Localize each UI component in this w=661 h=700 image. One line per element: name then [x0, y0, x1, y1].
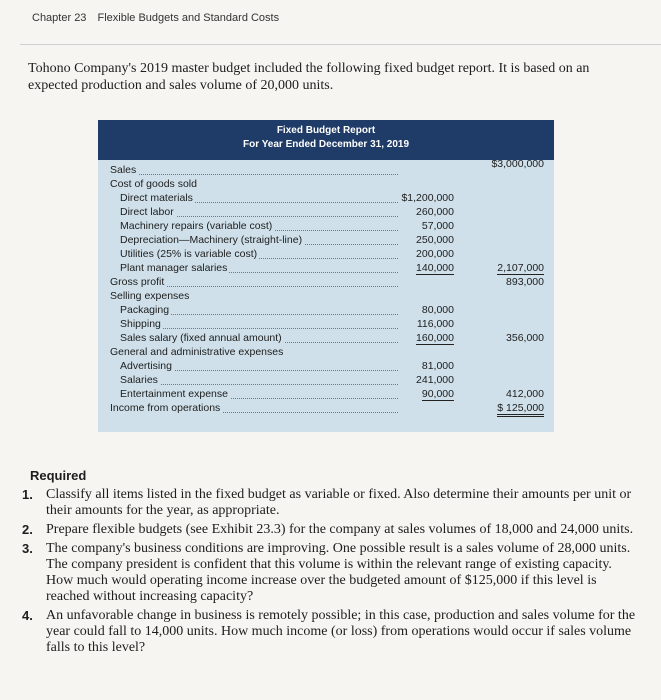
required-list: [22, 487, 642, 659]
item-text: Classify all items listed in the fixed budget as variable or fixed. Also determine their amounts per unit or their amounts for the year, as appropriate.: [46, 487, 632, 518]
row-amount-value: 140,000: [416, 262, 454, 274]
row-label-text: Depreciation—Machinery (straight-line): [120, 234, 303, 246]
row-amount-value: 160,000: [416, 332, 454, 344]
leader-dots: [120, 370, 398, 385]
required-item: [22, 522, 642, 538]
row-total-value: 412,000: [506, 388, 544, 400]
chapter-label: Chapter 23: [32, 12, 87, 24]
row-amount-value: 80,000: [421, 304, 454, 316]
row-label-text: Shipping: [120, 318, 161, 330]
row-label-text: Income from operations: [110, 402, 221, 414]
row-total: [474, 261, 544, 275]
row-label-text: Packaging: [120, 304, 170, 316]
row-amount-value: 241,000: [416, 374, 454, 386]
row-label-text: Gross profit: [110, 276, 165, 288]
leader-dots: [110, 160, 398, 175]
row-total-value: $3,000,000: [491, 158, 544, 170]
row-label-text: Cost of goods sold: [110, 178, 197, 190]
row-label-text: Salaries: [120, 374, 158, 386]
required-item: [22, 608, 642, 656]
item-text: Prepare flexible budgets (see Exhibit 23.3) for the company at sales volumes of 18,000 and 24,000 units.: [46, 522, 634, 537]
row-label-text: Plant manager salaries: [120, 262, 228, 274]
row-label-text: Selling expenses: [110, 290, 190, 302]
item-number: 3.: [22, 541, 33, 556]
required-item: [22, 487, 642, 519]
report-row: [98, 275, 554, 289]
row-label-text: General and administrative expenses: [110, 346, 284, 358]
intro-paragraph: Tohono Company's 2019 master budget included the following fixed budget report. It is based on an expected production and sales volume of 20,000 units.: [28, 61, 590, 93]
item-number: 2.: [22, 522, 33, 537]
report-row: [98, 401, 554, 415]
item-text: The company's business conditions are improving. One possible result is a sales volume of 28,000 units. The company president is confident that this volume is within the relevant range of existing capacity. How much would operating income increase over the budgeted amount of $125,000 if this level is reached without increasing capacity?: [46, 541, 631, 604]
row-total-value: $ 125,000: [497, 402, 544, 417]
required-item: [22, 541, 642, 605]
required-heading: Required: [30, 468, 87, 483]
row-total: [474, 157, 544, 171]
item-number: 1.: [22, 487, 33, 502]
row-total-value: 2,107,000: [497, 262, 544, 274]
row-label-text: Advertising: [120, 360, 172, 372]
report-title: Fixed Budget Report: [276, 125, 376, 136]
row-amount-value: 260,000: [416, 206, 454, 218]
row-total: [474, 331, 544, 345]
row-label: [120, 331, 284, 345]
row-amount-value: 81,000: [421, 360, 454, 372]
row-label-text: Direct materials: [120, 192, 193, 204]
row-amount-value: 90,000: [421, 388, 454, 400]
row-amount-value: 200,000: [416, 248, 454, 260]
row-total-value: 356,000: [506, 332, 544, 344]
report-row: [98, 331, 554, 345]
row-amount-value: 116,000: [416, 318, 454, 330]
header-rule: [20, 44, 661, 45]
item-number: 4.: [22, 608, 33, 623]
page-header: [32, 12, 279, 24]
row-total: [474, 275, 544, 289]
row-label: [110, 275, 166, 289]
row-label-text: Direct labor: [120, 206, 174, 218]
row-amount-value: 250,000: [416, 234, 454, 246]
row-total-value: 893,000: [506, 276, 544, 288]
row-label-text: Sales salary (fixed annual amount): [120, 332, 282, 344]
row-label-text: Sales: [110, 164, 137, 176]
report-title-band: [98, 120, 554, 160]
item-text: An unfavorable change in business is remotely possible; in this case, production and sales volume for the year could fall to 14,000 units. How much income (or loss) from operations would occur if sales volume falls to this level?: [46, 608, 636, 655]
report-subtitle: For Year Ended December 31, 2019: [242, 139, 409, 150]
row-label-text: Entertainment expense: [120, 388, 228, 400]
row-amount-value: $1,200,000: [401, 192, 454, 204]
row-total: [474, 401, 544, 415]
row-label: [110, 401, 222, 415]
row-amount-value: 57,000: [421, 220, 454, 232]
row-label-text: Utilities (25% is variable cost): [120, 248, 258, 260]
fixed-budget-report: [98, 120, 554, 432]
chapter-title: Flexible Budgets and Standard Costs: [97, 12, 280, 24]
row-label: [110, 163, 138, 177]
row-total: [474, 387, 544, 401]
row-amount: [384, 331, 454, 345]
row-label-text: Machinery repairs (variable cost): [120, 220, 273, 232]
report-row: [98, 158, 554, 177]
